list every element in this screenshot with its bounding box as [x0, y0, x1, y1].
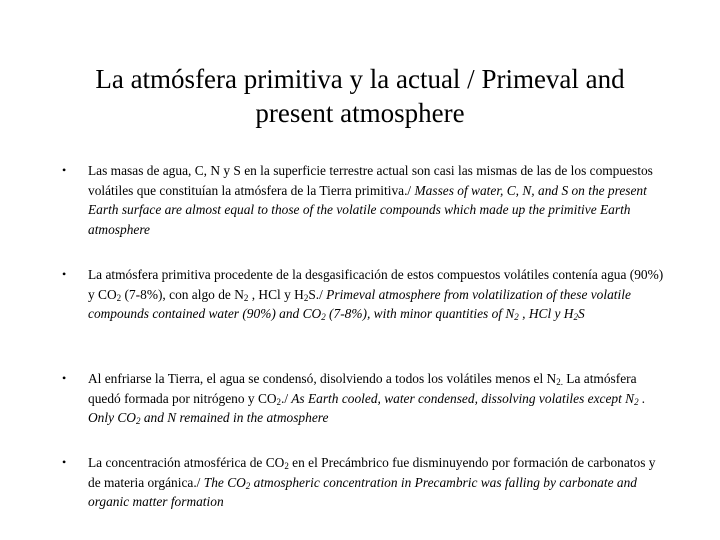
title-line-2: present atmosphere — [255, 98, 465, 128]
title-line-1: La atmósfera primitiva y la actual / Primeval and — [95, 64, 625, 94]
bullet-icon: • — [62, 267, 67, 281]
bullet-item-co2-concentration — [62, 453, 668, 512]
bullet-text-en: Primeval atmosphere from volatilization of these volatile compounds contained water (90%) and $CO_2$ (7-8%), with minor quantities of $N_2$ , HCl y $H_2S$ — [88, 286, 631, 322]
bullet-icon: • — [62, 371, 67, 385]
bullet-icon: • — [62, 163, 67, 177]
slide-title — [60, 62, 660, 130]
bullet-text-es: La concentración atmosférica de $CO_2$ en el Precámbrico fue disminuyendo por formación de carbonatos y de materia orgánica./ — [88, 455, 656, 490]
bullet-text-en: The $CO_2$ atmospheric concentration in Precambric was falling by carbonate and organic matter formation — [88, 474, 637, 509]
bullet-item-primeval-atmosphere — [62, 265, 668, 324]
bullet-text-es: Al enfriarse la Tierra, el agua se condensó, disolviendo a todos los volátiles menos el $N_{2.}$ La atmósfera quedó formada por nitrógeno y $CO_2./$ — [88, 371, 637, 407]
bullet-text-en: Masses of water, C, N, and S on the present Earth surface are almost equal to those of the volatile compounds which made up the primitive Earth atmosphere — [88, 182, 647, 237]
bullet-text-en: As Earth cooled, water condensed, dissolving volatiles except $N_2$ . Only $CO_2$ and N remained in the atmosphere — [88, 390, 646, 426]
bullet-text-es: La atmósfera primitiva procedente de la desgasificación de estos compuestos volátiles contenía agua (90%) y $CO_2$ (7-8%), con algo de $N_2$ , HCl y $H_2S./$ — [88, 267, 664, 303]
bullet-item-earth-cooling — [62, 369, 668, 428]
bullet-text-es: Las masas de agua, C, N y S en la superficie terrestre actual son casi las mismas de las de los compuestos volátiles que constituían la atmósfera de la Tierra primitiva./ — [88, 163, 653, 198]
bullet-icon: • — [62, 455, 67, 469]
bullet-item-water-masses — [62, 161, 668, 239]
